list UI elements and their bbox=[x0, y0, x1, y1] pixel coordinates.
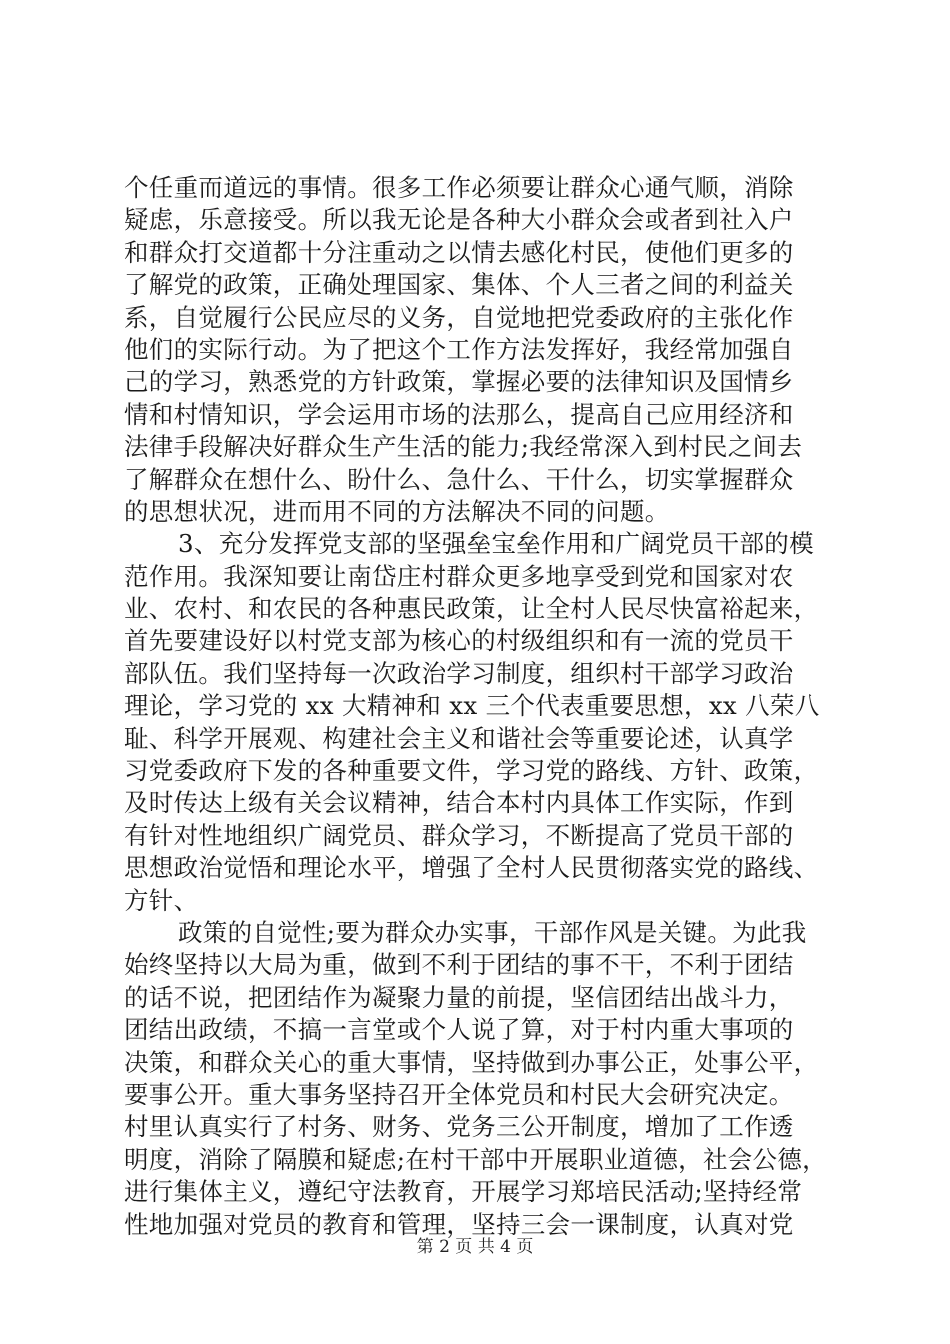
body-text bbox=[124, 172, 834, 1241]
text-line: 耻、科学开展观、构建社会主义和谐社会等重要论述，认真学 bbox=[124, 723, 794, 753]
text-line: 了解群众在想什么、盼什么、急什么、干什么，切实掌握群众 bbox=[124, 464, 794, 494]
text-line: 有针对性地组织广阔党员、群众学习，不断提高了党员干部的 bbox=[124, 820, 794, 850]
text-line: 疑虑，乐意接受。所以我无论是各种大小群众会或者到社入户 bbox=[124, 205, 794, 235]
text-line: 了解党的政策，正确处理国家、集体、个人三者之间的利益关 bbox=[124, 270, 794, 300]
text-line: 村里认真实行了村务、财务、党务三公开制度，增加了工作透 bbox=[124, 1112, 794, 1142]
text-line: 及时传达上级有关会议精神，结合本村内具体工作实际，作到 bbox=[124, 788, 794, 818]
text-line: 决策，和群众关心的重大事情，坚持做到办事公正，处事公平， bbox=[124, 1047, 819, 1077]
text-line: 习党委政府下发的各种重要文件，学习党的路线、方针、政策， bbox=[124, 756, 819, 786]
text-line: 法律手段解决好群众生产生活的能力;我经常深入到村民之间去 bbox=[124, 432, 803, 462]
text-line: 的思想状况，进而用不同的方法解决不同的问题。 bbox=[124, 496, 670, 526]
text-line: 政策的自觉性;要为群众办实事，干部作风是关键。为此我 bbox=[178, 917, 807, 947]
text-line: 业、农村、和农民的各种惠民政策，让全村人民尽快富裕起来， bbox=[124, 594, 819, 624]
text-line: 明度，消除了隔膜和疑虑;在村干部中开展职业道德，社会公德， bbox=[124, 1144, 827, 1174]
text-line: 的话不说，把团结作为凝聚力量的前提，坚信团结出战斗力， bbox=[124, 982, 794, 1012]
page-footer: 第 2 页 共 4 页 bbox=[416, 1237, 534, 1257]
text-line: 性地加强对党员的教育和管理，坚持三会一课制度，认真对党 bbox=[124, 1209, 794, 1239]
text-line: 方针、 bbox=[124, 885, 199, 915]
text-line: 个任重而道远的事情。很多工作必须要让群众心通气顺，消除 bbox=[124, 173, 794, 202]
text-line: 范作用。我深知要让南岱庄村群众更多地享受到党和国家对农 bbox=[124, 561, 794, 591]
text-line: 进行集体主义，遵纪守法教育，开展学习郑培民活动;坚持经常 bbox=[124, 1177, 803, 1207]
text-line: 3、充分发挥党支部的坚强垒宝垒作用和广阔党员干部的模 bbox=[178, 529, 814, 559]
text-line: 他们的实际行动。为了把这个工作方法发挥好，我经常加强自 bbox=[124, 334, 794, 364]
text-line: 理论，学习党的 xx 大精神和 xx 三个代表重要思想，xx 八荣八 bbox=[124, 691, 820, 721]
text-line: 系，自觉履行公民应尽的义务，自觉地把党委政府的主张化作 bbox=[124, 302, 794, 332]
text-line: 己的学习，熟悉党的方针政策，掌握必要的法律知识及国情乡 bbox=[124, 367, 794, 397]
text-line: 思想政治觉悟和理论水平，增强了全村人民贯彻落实党的路线、 bbox=[124, 853, 819, 883]
text-line: 团结出政绩，不搞一言堂或个人说了算，对于村内重大事项的 bbox=[124, 1015, 794, 1045]
text-line: 和群众打交道都十分注重动之以情去感化村民，使他们更多的 bbox=[124, 237, 794, 267]
text-line: 要事公开。重大事务坚持召开全体党员和村民大会研究决定。 bbox=[124, 1079, 794, 1109]
text-line: 始终坚持以大局为重，做到不利于团结的事不干，不利于团结 bbox=[124, 950, 794, 980]
text-line: 部队伍。我们坚持每一次政治学习制度，组织村干部学习政治 bbox=[124, 658, 794, 688]
text-line: 首先要建设好以村党支部为核心的村级组织和有一流的党员干 bbox=[124, 626, 794, 656]
text-line: 情和村情知识，学会运用市场的法那么，提高自己应用经济和 bbox=[124, 399, 794, 429]
